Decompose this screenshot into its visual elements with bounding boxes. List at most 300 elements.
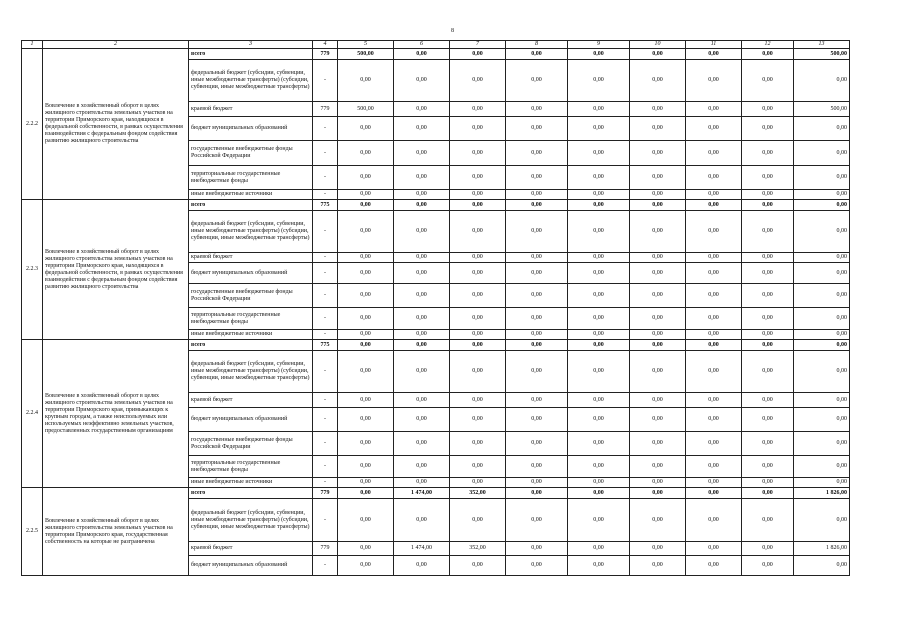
amount-cell: 352,00 <box>450 488 506 499</box>
budget-code: 775 <box>313 200 338 211</box>
amount-cell: 0,00 <box>630 166 686 190</box>
amount-cell: 0,00 <box>742 340 794 351</box>
budget-code: - <box>313 478 338 488</box>
amount-cell: 0,00 <box>506 60 568 102</box>
amount-cell: 0,00 <box>794 117 850 141</box>
amount-cell: 0,00 <box>394 308 450 330</box>
amount-cell: 0,00 <box>794 456 850 478</box>
amount-cell: 0,00 <box>394 49 450 60</box>
amount-cell: 0,00 <box>686 117 742 141</box>
amount-cell: 0,00 <box>338 166 394 190</box>
amount-cell: 0,00 <box>742 263 794 284</box>
amount-cell: 500,00 <box>794 49 850 60</box>
budget-code: - <box>313 432 338 456</box>
amount-cell: 0,00 <box>450 340 506 351</box>
amount-cell: 0,00 <box>450 200 506 211</box>
amount-cell: 0,00 <box>568 253 630 263</box>
amount-cell: 0,00 <box>450 478 506 488</box>
amount-cell: 0,00 <box>630 432 686 456</box>
amount-cell: 0,00 <box>568 263 630 284</box>
amount-cell: 0,00 <box>568 478 630 488</box>
amount-cell: 0,00 <box>742 351 794 393</box>
funding-source: федеральный бюджет (субсидии, субвенции, иные межбюджетные трансферты) (субсидии, субвенции, иные межбюджетные трансферты) <box>189 351 313 393</box>
amount-cell: 0,00 <box>794 432 850 456</box>
amount-cell: 0,00 <box>506 308 568 330</box>
item-description: Вовлечение в хозяйственный оборот в целях жилищного строительства земельных участков на территории Приморского края, находящихся в федеральной собственности, в рамках осуществления взаимодействия с федеральным фондом содействия развитию жилищного строительства <box>43 200 189 340</box>
amount-cell: 0,00 <box>568 141 630 166</box>
amount-cell: 0,00 <box>506 102 568 117</box>
funding-source: краевой бюджет <box>189 253 313 263</box>
amount-cell: 500,00 <box>794 102 850 117</box>
table-body <box>22 49 850 576</box>
funding-source: бюджет муниципальных образований <box>189 556 313 576</box>
budget-code: - <box>313 141 338 166</box>
budget-code: - <box>313 330 338 340</box>
amount-cell: 0,00 <box>742 200 794 211</box>
amount-cell: 0,00 <box>506 253 568 263</box>
amount-cell: 0,00 <box>794 190 850 200</box>
amount-cell: 0,00 <box>630 556 686 576</box>
amount-cell: 0,00 <box>686 284 742 308</box>
amount-cell: 0,00 <box>394 211 450 253</box>
column-number-1: 1 <box>22 41 43 49</box>
amount-cell: 0,00 <box>338 60 394 102</box>
amount-cell: 0,00 <box>686 556 742 576</box>
amount-cell: 0,00 <box>394 263 450 284</box>
column-number-2: 2 <box>43 41 189 49</box>
amount-cell: 0,00 <box>450 432 506 456</box>
amount-cell: 500,00 <box>338 49 394 60</box>
amount-cell: 0,00 <box>338 478 394 488</box>
amount-cell: 0,00 <box>450 253 506 263</box>
amount-cell: 0,00 <box>338 542 394 556</box>
amount-cell: 0,00 <box>686 60 742 102</box>
amount-cell: 0,00 <box>338 117 394 141</box>
amount-cell: 0,00 <box>742 499 794 542</box>
amount-cell: 0,00 <box>506 200 568 211</box>
amount-cell: 1 474,00 <box>394 488 450 499</box>
amount-cell: 0,00 <box>506 284 568 308</box>
amount-cell: 0,00 <box>568 542 630 556</box>
amount-cell: 0,00 <box>394 478 450 488</box>
amount-cell: 0,00 <box>742 284 794 308</box>
budget-code: 779 <box>313 542 338 556</box>
amount-cell: 0,00 <box>394 456 450 478</box>
amount-cell: 0,00 <box>568 556 630 576</box>
budget-code: - <box>313 60 338 102</box>
amount-cell: 0,00 <box>568 166 630 190</box>
amount-cell: 0,00 <box>794 263 850 284</box>
column-number-3: 3 <box>189 41 313 49</box>
amount-cell: 0,00 <box>450 60 506 102</box>
budget-code: - <box>313 351 338 393</box>
column-number-9: 9 <box>568 41 630 49</box>
amount-cell: 0,00 <box>742 308 794 330</box>
amount-cell: 0,00 <box>506 542 568 556</box>
amount-cell: 0,00 <box>686 456 742 478</box>
amount-cell: 0,00 <box>742 211 794 253</box>
item-number: 2.2.3 <box>22 200 43 340</box>
amount-cell: 1 826,00 <box>794 488 850 499</box>
amount-cell: 0,00 <box>450 330 506 340</box>
amount-cell: 0,00 <box>686 351 742 393</box>
column-number-6: 6 <box>394 41 450 49</box>
amount-cell: 0,00 <box>338 253 394 263</box>
amount-cell: 0,00 <box>794 166 850 190</box>
amount-cell: 0,00 <box>450 351 506 393</box>
amount-cell: 0,00 <box>686 478 742 488</box>
amount-cell: 0,00 <box>742 166 794 190</box>
amount-cell: 0,00 <box>506 432 568 456</box>
amount-cell: 0,00 <box>394 117 450 141</box>
amount-cell: 0,00 <box>506 456 568 478</box>
column-number-5: 5 <box>338 41 394 49</box>
amount-cell: 0,00 <box>568 393 630 408</box>
amount-cell: 0,00 <box>686 190 742 200</box>
amount-cell: 0,00 <box>506 49 568 60</box>
budget-code: - <box>313 408 338 432</box>
amount-cell: 0,00 <box>506 488 568 499</box>
amount-cell: 0,00 <box>506 141 568 166</box>
item-number: 2.2.4 <box>22 340 43 488</box>
amount-cell: 0,00 <box>794 393 850 408</box>
amount-cell: 0,00 <box>630 351 686 393</box>
column-number-12: 12 <box>742 41 794 49</box>
amount-cell: 0,00 <box>506 211 568 253</box>
amount-cell: 0,00 <box>742 408 794 432</box>
amount-cell: 0,00 <box>450 211 506 253</box>
amount-cell: 0,00 <box>794 253 850 263</box>
amount-cell: 0,00 <box>630 200 686 211</box>
amount-cell: 0,00 <box>630 141 686 166</box>
amount-cell: 0,00 <box>742 456 794 478</box>
amount-cell: 0,00 <box>686 488 742 499</box>
amount-cell: 0,00 <box>568 211 630 253</box>
amount-cell: 0,00 <box>450 408 506 432</box>
amount-cell: 0,00 <box>338 330 394 340</box>
amount-cell: 0,00 <box>450 190 506 200</box>
amount-cell: 0,00 <box>568 284 630 308</box>
amount-cell: 0,00 <box>506 117 568 141</box>
amount-cell: 0,00 <box>794 556 850 576</box>
amount-cell: 0,00 <box>450 117 506 141</box>
amount-cell: 0,00 <box>568 351 630 393</box>
amount-cell: 1 826,00 <box>794 542 850 556</box>
amount-cell: 0,00 <box>686 432 742 456</box>
amount-cell: 0,00 <box>338 456 394 478</box>
amount-cell: 0,00 <box>338 211 394 253</box>
amount-cell: 0,00 <box>568 308 630 330</box>
funding-source: федеральный бюджет (субсидии, субвенции, иные межбюджетные трансферты) (субсидии, субвенции, иные межбюджетные трансферты) <box>189 60 313 102</box>
funding-source: бюджет муниципальных образований <box>189 408 313 432</box>
funding-source: государственные внебюджетные фонды Российской Федерации <box>189 141 313 166</box>
amount-cell: 0,00 <box>338 200 394 211</box>
amount-cell: 0,00 <box>630 478 686 488</box>
funding-source: иные внебюджетные источники <box>189 330 313 340</box>
amount-cell: 0,00 <box>338 432 394 456</box>
amount-cell: 0,00 <box>630 456 686 478</box>
amount-cell: 0,00 <box>568 432 630 456</box>
amount-cell: 0,00 <box>630 102 686 117</box>
amount-cell: 0,00 <box>742 190 794 200</box>
budget-code: - <box>313 117 338 141</box>
amount-cell: 0,00 <box>742 49 794 60</box>
amount-cell: 0,00 <box>794 351 850 393</box>
column-number-8: 8 <box>506 41 568 49</box>
funding-source: федеральный бюджет (субсидии, субвенции, иные межбюджетные трансферты) (субсидии, субвенции, иные межбюджетные трансферты) <box>189 211 313 253</box>
amount-cell: 0,00 <box>394 340 450 351</box>
budget-code: - <box>313 556 338 576</box>
budget-code: 775 <box>313 340 338 351</box>
budget-code: - <box>313 284 338 308</box>
amount-cell: 0,00 <box>686 102 742 117</box>
amount-cell: 0,00 <box>794 60 850 102</box>
amount-cell: 0,00 <box>686 49 742 60</box>
amount-cell: 0,00 <box>794 200 850 211</box>
amount-cell: 0,00 <box>630 542 686 556</box>
amount-cell: 0,00 <box>506 408 568 432</box>
amount-cell: 0,00 <box>394 200 450 211</box>
amount-cell: 0,00 <box>794 308 850 330</box>
amount-cell: 0,00 <box>630 211 686 253</box>
funding-source: всего <box>189 49 313 60</box>
column-number-row <box>22 41 850 49</box>
amount-cell: 0,00 <box>742 102 794 117</box>
amount-cell: 0,00 <box>686 542 742 556</box>
amount-cell: 0,00 <box>686 330 742 340</box>
budget-code: - <box>313 456 338 478</box>
amount-cell: 0,00 <box>742 393 794 408</box>
amount-cell: 0,00 <box>450 263 506 284</box>
amount-cell: 0,00 <box>630 190 686 200</box>
amount-cell: 0,00 <box>686 340 742 351</box>
amount-cell: 0,00 <box>450 499 506 542</box>
amount-cell: 0,00 <box>506 478 568 488</box>
amount-cell: 0,00 <box>338 499 394 542</box>
amount-cell: 0,00 <box>338 488 394 499</box>
funding-source: бюджет муниципальных образований <box>189 117 313 141</box>
budget-code: - <box>313 253 338 263</box>
amount-cell: 0,00 <box>506 499 568 542</box>
amount-cell: 0,00 <box>394 351 450 393</box>
amount-cell: 0,00 <box>686 200 742 211</box>
amount-cell: 0,00 <box>506 351 568 393</box>
amount-cell: 0,00 <box>450 393 506 408</box>
amount-cell: 0,00 <box>338 308 394 330</box>
amount-cell: 0,00 <box>450 49 506 60</box>
amount-cell: 0,00 <box>394 393 450 408</box>
column-number-10: 10 <box>630 41 686 49</box>
budget-code: - <box>313 393 338 408</box>
funding-source: краевой бюджет <box>189 542 313 556</box>
budget-code: 779 <box>313 102 338 117</box>
amount-cell: 0,00 <box>450 456 506 478</box>
budget-code: - <box>313 499 338 542</box>
item-number: 2.2.2 <box>22 49 43 200</box>
amount-cell: 0,00 <box>338 408 394 432</box>
amount-cell: 0,00 <box>630 308 686 330</box>
amount-cell: 0,00 <box>630 49 686 60</box>
amount-cell: 0,00 <box>742 253 794 263</box>
table-row <box>22 340 850 351</box>
item-number: 2.2.5 <box>22 488 43 576</box>
funding-source: краевой бюджет <box>189 102 313 117</box>
amount-cell: 0,00 <box>686 141 742 166</box>
amount-cell: 0,00 <box>394 556 450 576</box>
amount-cell: 0,00 <box>742 432 794 456</box>
amount-cell: 0,00 <box>630 117 686 141</box>
amount-cell: 0,00 <box>742 488 794 499</box>
table-row <box>22 49 850 60</box>
amount-cell: 0,00 <box>794 408 850 432</box>
budget-code: - <box>313 263 338 284</box>
budget-code: - <box>313 308 338 330</box>
amount-cell: 0,00 <box>568 190 630 200</box>
amount-cell: 0,00 <box>506 340 568 351</box>
amount-cell: 0,00 <box>742 556 794 576</box>
amount-cell: 0,00 <box>686 499 742 542</box>
amount-cell: 0,00 <box>568 102 630 117</box>
amount-cell: 352,00 <box>450 542 506 556</box>
amount-cell: 0,00 <box>794 499 850 542</box>
amount-cell: 0,00 <box>630 408 686 432</box>
funding-source: территориальные государственные внебюджетные фонды <box>189 456 313 478</box>
funding-source: краевой бюджет <box>189 393 313 408</box>
amount-cell: 0,00 <box>394 284 450 308</box>
funding-source: бюджет муниципальных образований <box>189 263 313 284</box>
amount-cell: 0,00 <box>568 499 630 542</box>
amount-cell: 0,00 <box>794 478 850 488</box>
amount-cell: 0,00 <box>450 556 506 576</box>
amount-cell: 0,00 <box>742 542 794 556</box>
amount-cell: 0,00 <box>338 284 394 308</box>
budget-table <box>21 40 850 576</box>
amount-cell: 0,00 <box>630 488 686 499</box>
amount-cell: 0,00 <box>686 393 742 408</box>
amount-cell: 0,00 <box>450 166 506 190</box>
amount-cell: 0,00 <box>794 141 850 166</box>
amount-cell: 0,00 <box>338 263 394 284</box>
amount-cell: 0,00 <box>742 141 794 166</box>
amount-cell: 0,00 <box>394 499 450 542</box>
table-row <box>22 200 850 211</box>
funding-source: иные внебюджетные источники <box>189 190 313 200</box>
amount-cell: 0,00 <box>630 253 686 263</box>
amount-cell: 0,00 <box>630 393 686 408</box>
amount-cell: 0,00 <box>338 393 394 408</box>
table-row <box>22 488 850 499</box>
amount-cell: 0,00 <box>742 117 794 141</box>
amount-cell: 0,00 <box>630 263 686 284</box>
amount-cell: 0,00 <box>568 117 630 141</box>
budget-code: 779 <box>313 488 338 499</box>
amount-cell: 0,00 <box>794 211 850 253</box>
amount-cell: 0,00 <box>394 102 450 117</box>
amount-cell: 0,00 <box>394 330 450 340</box>
amount-cell: 0,00 <box>742 60 794 102</box>
amount-cell: 0,00 <box>742 478 794 488</box>
item-description: Вовлечение в хозяйственный оборот в целях жилищного строительства земельных участков на территории Приморского края, примыкающих к крупным городам, а также неиспользуемых или используемых неэффективно земельных участков, предоставленных государственным организациям <box>43 340 189 488</box>
amount-cell: 0,00 <box>630 60 686 102</box>
amount-cell: 0,00 <box>568 60 630 102</box>
budget-code: 779 <box>313 49 338 60</box>
amount-cell: 0,00 <box>394 432 450 456</box>
amount-cell: 0,00 <box>794 284 850 308</box>
amount-cell: 0,00 <box>506 393 568 408</box>
amount-cell: 0,00 <box>506 330 568 340</box>
amount-cell: 0,00 <box>450 141 506 166</box>
amount-cell: 0,00 <box>686 263 742 284</box>
item-description: Вовлечение в хозяйственный оборот в целях жилищного строительства земельных участков на территории Приморского края, государственная собственность на которые не разграничена <box>43 488 189 576</box>
table-header <box>22 41 850 49</box>
amount-cell: 0,00 <box>338 351 394 393</box>
amount-cell: 0,00 <box>338 556 394 576</box>
amount-cell: 0,00 <box>568 408 630 432</box>
amount-cell: 0,00 <box>794 330 850 340</box>
item-description: Вовлечение в хозяйственный оборот в целях жилищного строительства земельных участков на территории Приморского края, находящихся в федеральной собственности, в рамках осуществления взаимодействия с федеральным фондом содействия развитию жилищного строительства <box>43 49 189 200</box>
amount-cell: 0,00 <box>394 190 450 200</box>
amount-cell: 0,00 <box>506 166 568 190</box>
amount-cell: 0,00 <box>794 340 850 351</box>
amount-cell: 0,00 <box>506 190 568 200</box>
amount-cell: 500,00 <box>338 102 394 117</box>
funding-source: территориальные государственные внебюджетные фонды <box>189 308 313 330</box>
amount-cell: 0,00 <box>630 330 686 340</box>
amount-cell: 0,00 <box>568 488 630 499</box>
amount-cell: 0,00 <box>506 263 568 284</box>
column-number-7: 7 <box>450 41 506 49</box>
amount-cell: 0,00 <box>450 102 506 117</box>
amount-cell: 0,00 <box>630 340 686 351</box>
amount-cell: 1 474,00 <box>394 542 450 556</box>
amount-cell: 0,00 <box>394 408 450 432</box>
funding-source: всего <box>189 488 313 499</box>
amount-cell: 0,00 <box>394 253 450 263</box>
funding-source: иные внебюджетные источники <box>189 478 313 488</box>
budget-code: - <box>313 190 338 200</box>
amount-cell: 0,00 <box>686 408 742 432</box>
amount-cell: 0,00 <box>686 166 742 190</box>
amount-cell: 0,00 <box>630 499 686 542</box>
amount-cell: 0,00 <box>686 253 742 263</box>
budget-code: - <box>313 166 338 190</box>
column-number-4: 4 <box>313 41 338 49</box>
amount-cell: 0,00 <box>630 284 686 308</box>
amount-cell: 0,00 <box>568 200 630 211</box>
column-number-11: 11 <box>686 41 742 49</box>
amount-cell: 0,00 <box>338 340 394 351</box>
amount-cell: 0,00 <box>394 166 450 190</box>
amount-cell: 0,00 <box>394 60 450 102</box>
amount-cell: 0,00 <box>742 330 794 340</box>
funding-source: федеральный бюджет (субсидии, субвенции, иные межбюджетные трансферты) (субсидии, субвенции, иные межбюджетные трансферты) <box>189 499 313 542</box>
amount-cell: 0,00 <box>394 141 450 166</box>
amount-cell: 0,00 <box>338 190 394 200</box>
amount-cell: 0,00 <box>686 308 742 330</box>
amount-cell: 0,00 <box>450 284 506 308</box>
funding-source: всего <box>189 340 313 351</box>
amount-cell: 0,00 <box>568 456 630 478</box>
funding-source: государственные внебюджетные фонды Российской Федерации <box>189 432 313 456</box>
amount-cell: 0,00 <box>506 556 568 576</box>
amount-cell: 0,00 <box>686 211 742 253</box>
amount-cell: 0,00 <box>338 141 394 166</box>
amount-cell: 0,00 <box>568 330 630 340</box>
funding-source: территориальные государственные внебюджетные фонды <box>189 166 313 190</box>
page-number: 8 <box>451 28 454 34</box>
funding-source: всего <box>189 200 313 211</box>
funding-source: государственные внебюджетные фонды Российской Федерации <box>189 284 313 308</box>
